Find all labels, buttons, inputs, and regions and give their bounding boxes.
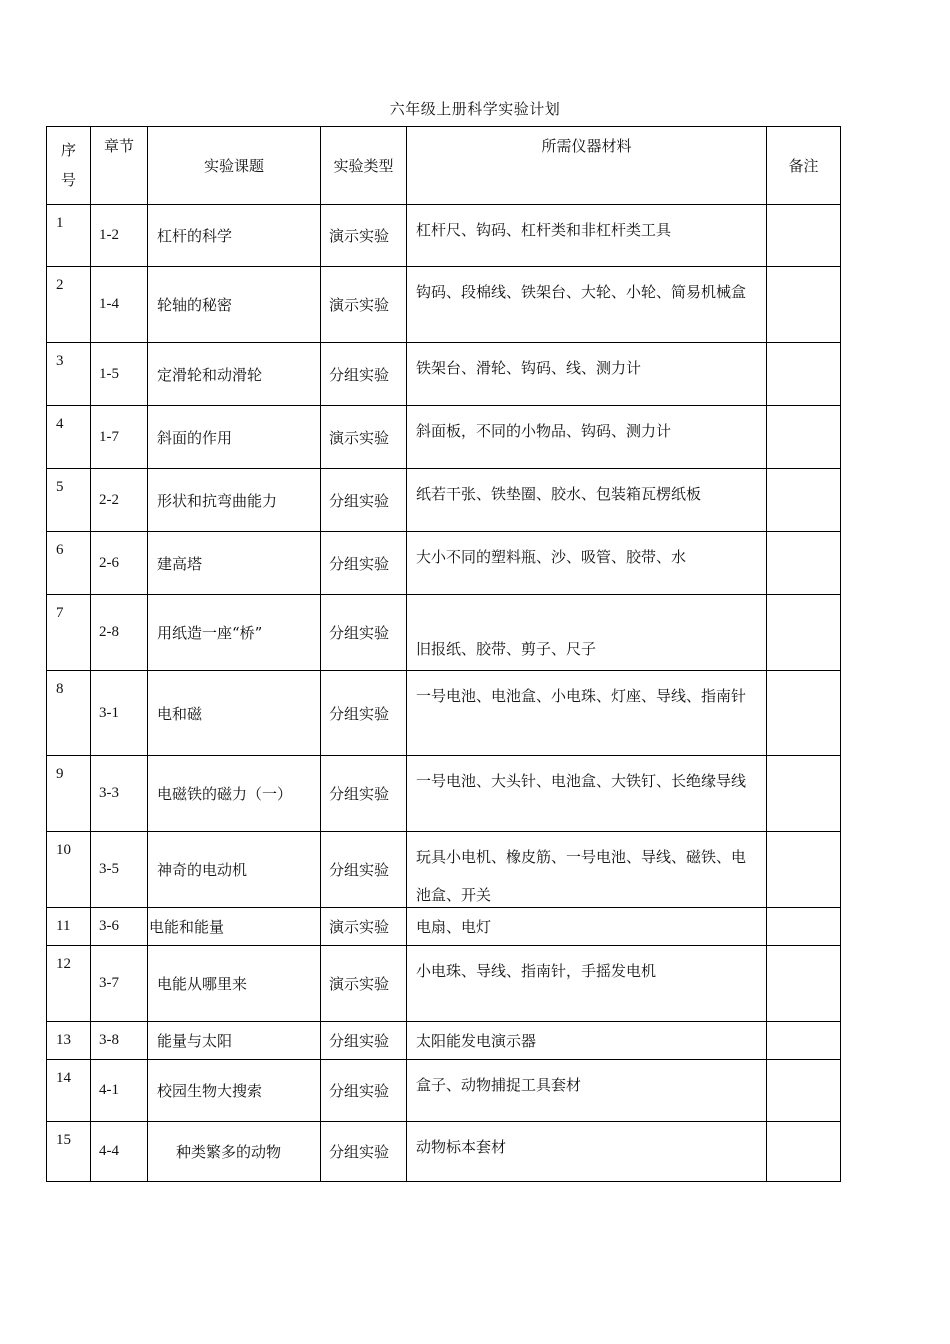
experiment-plan-table	[46, 126, 841, 1182]
cell-topic: 校园生物大搜索	[148, 1060, 321, 1122]
cell-seq: 11	[47, 908, 91, 946]
cell-topic: 轮轴的秘密	[148, 267, 321, 343]
cell-materials: 动物标本套材	[407, 1122, 767, 1182]
cell-seq: 3	[47, 343, 91, 406]
cell-type: 分组实验	[321, 671, 407, 756]
table-row	[47, 1122, 841, 1182]
cell-remarks	[767, 1060, 841, 1122]
cell-type: 分组实验	[321, 469, 407, 532]
cell-chapter: 3-1	[91, 671, 148, 756]
header-chapter: 章节	[91, 127, 148, 205]
cell-remarks	[767, 1122, 841, 1182]
cell-chapter: 1-2	[91, 205, 148, 267]
cell-seq: 13	[47, 1022, 91, 1060]
cell-topic: 建高塔	[148, 532, 321, 595]
cell-seq: 12	[47, 946, 91, 1022]
cell-materials: 杠杆尺、钩码、杠杆类和非杠杆类工具	[407, 205, 767, 267]
cell-remarks	[767, 671, 841, 756]
table-row	[47, 532, 841, 595]
cell-seq: 5	[47, 469, 91, 532]
table-row	[47, 267, 841, 343]
cell-remarks	[767, 1022, 841, 1060]
cell-remarks	[767, 267, 841, 343]
cell-chapter: 1-4	[91, 267, 148, 343]
cell-remarks	[767, 756, 841, 832]
cell-chapter: 3-3	[91, 756, 148, 832]
cell-type: 分组实验	[321, 595, 407, 671]
cell-topic: 杠杆的科学	[148, 205, 321, 267]
cell-chapter: 3-5	[91, 832, 148, 908]
cell-chapter: 1-7	[91, 406, 148, 469]
cell-type: 演示实验	[321, 267, 407, 343]
cell-chapter: 4-4	[91, 1122, 148, 1182]
cell-materials: 太阳能发电演示器	[407, 1022, 767, 1060]
table-row	[47, 671, 841, 756]
cell-seq: 15	[47, 1122, 91, 1182]
table-row	[47, 946, 841, 1022]
cell-seq: 4	[47, 406, 91, 469]
cell-type: 演示实验	[321, 205, 407, 267]
cell-type: 分组实验	[321, 756, 407, 832]
cell-topic: 电和磁	[148, 671, 321, 756]
cell-topic: 电能和能量	[148, 908, 321, 946]
cell-materials: 玩具小电机、橡皮筋、一号电池、导线、磁铁、电池盒、开关	[407, 832, 767, 908]
cell-type: 演示实验	[321, 946, 407, 1022]
cell-topic: 用纸造一座“桥”	[148, 595, 321, 671]
cell-seq: 1	[47, 205, 91, 267]
cell-topic: 形状和抗弯曲能力	[148, 469, 321, 532]
table-row	[47, 595, 841, 671]
cell-topic: 种类繁多的动物	[148, 1122, 321, 1182]
cell-chapter: 3-8	[91, 1022, 148, 1060]
cell-materials: 钩码、段棉线、铁架台、大轮、小轮、简易机械盒	[407, 267, 767, 343]
cell-remarks	[767, 532, 841, 595]
table-row	[47, 469, 841, 532]
cell-seq: 6	[47, 532, 91, 595]
cell-chapter: 1-5	[91, 343, 148, 406]
cell-topic: 电磁铁的磁力（一）	[148, 756, 321, 832]
cell-topic: 神奇的电动机	[148, 832, 321, 908]
cell-type: 分组实验	[321, 1122, 407, 1182]
cell-remarks	[767, 832, 841, 908]
cell-materials: 一号电池、大头针、电池盒、大铁钉、长绝缘导线	[407, 756, 767, 832]
cell-seq: 10	[47, 832, 91, 908]
header-type: 实验类型	[321, 127, 407, 205]
cell-topic: 定滑轮和动滑轮	[148, 343, 321, 406]
cell-topic: 斜面的作用	[148, 406, 321, 469]
cell-remarks	[767, 946, 841, 1022]
cell-remarks	[767, 908, 841, 946]
cell-seq: 9	[47, 756, 91, 832]
cell-remarks	[767, 205, 841, 267]
cell-chapter: 2-6	[91, 532, 148, 595]
cell-chapter: 3-7	[91, 946, 148, 1022]
cell-type: 演示实验	[321, 908, 407, 946]
cell-topic: 能量与太阳	[148, 1022, 321, 1060]
cell-chapter: 2-8	[91, 595, 148, 671]
table-row	[47, 1060, 841, 1122]
cell-remarks	[767, 469, 841, 532]
cell-seq: 8	[47, 671, 91, 756]
cell-chapter: 3-6	[91, 908, 148, 946]
cell-seq: 7	[47, 595, 91, 671]
page-title: 六年级上册科学实验计划	[389, 100, 561, 118]
header-seq: 序号	[47, 127, 91, 205]
cell-materials: 一号电池、电池盒、小电珠、灯座、导线、指南针	[407, 671, 767, 756]
header-remarks: 备注	[767, 127, 841, 205]
cell-remarks	[767, 343, 841, 406]
cell-type: 演示实验	[321, 406, 407, 469]
cell-type: 分组实验	[321, 343, 407, 406]
table-row	[47, 205, 841, 267]
cell-type: 分组实验	[321, 1022, 407, 1060]
cell-remarks	[767, 406, 841, 469]
table-row	[47, 1022, 841, 1060]
table-row	[47, 756, 841, 832]
cell-type: 分组实验	[321, 1060, 407, 1122]
cell-materials: 盒子、动物捕捉工具套材	[407, 1060, 767, 1122]
header-row	[47, 127, 841, 205]
table-row	[47, 908, 841, 946]
cell-materials: 铁架台、滑轮、钩码、线、测力计	[407, 343, 767, 406]
table-row	[47, 406, 841, 469]
cell-remarks	[767, 595, 841, 671]
cell-chapter: 4-1	[91, 1060, 148, 1122]
cell-materials: 大小不同的塑料瓶、沙、吸管、胶带、水	[407, 532, 767, 595]
cell-materials: 斜面板，不同的小物品、钩码、测力计	[407, 406, 767, 469]
cell-chapter: 2-2	[91, 469, 148, 532]
header-materials: 所需仪器材料	[407, 127, 767, 205]
table-row	[47, 343, 841, 406]
cell-materials: 小电珠、导线、指南针，手摇发电机	[407, 946, 767, 1022]
cell-type: 分组实验	[321, 832, 407, 908]
cell-topic: 电能从哪里来	[148, 946, 321, 1022]
cell-seq: 2	[47, 267, 91, 343]
table-row	[47, 832, 841, 908]
cell-materials: 纸若干张、铁垫圈、胶水、包装箱瓦楞纸板	[407, 469, 767, 532]
cell-seq: 14	[47, 1060, 91, 1122]
cell-materials: 旧报纸、胶带、剪子、尺子	[407, 595, 767, 671]
cell-materials: 电扇、电灯	[407, 908, 767, 946]
cell-type: 分组实验	[321, 532, 407, 595]
header-topic: 实验课题	[148, 127, 321, 205]
